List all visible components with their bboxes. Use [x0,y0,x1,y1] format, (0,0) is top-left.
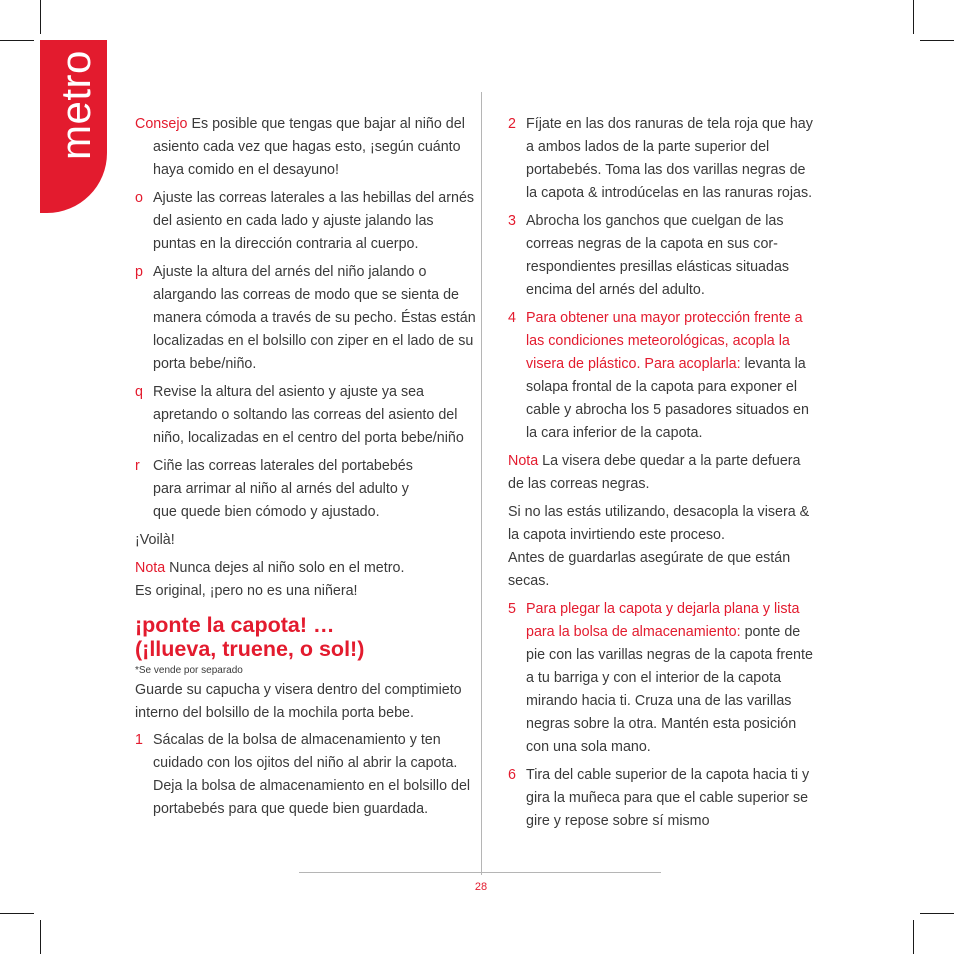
page-number: 28 [474,881,488,893]
step-text: levanta la solapa frontal de la capota para exponer el cable y abrocha los 5 pasadores situados en la cara inferior de la capota. [526,356,809,441]
body-text-line2: Antes de guardarlas asegúrate de que están secas. [508,550,791,589]
heading-line1: ¡ponte la capota! … [135,613,335,637]
crop-mark [0,913,34,914]
crop-mark [913,0,914,34]
step-number: 6 [508,767,516,783]
section-tab-label: metro [52,50,99,160]
step-item [508,210,818,302]
step-highlight-text: Para obtener una mayor protección frente a las condiciones meteorológicas, acopla la visera de plástico. Para acoplarla: [526,310,803,372]
crop-mark [913,920,914,954]
step-text: Fíjate en las dos ranuras de tela roja que hay a ambos lados de la parte superior del portabebés. Toma las dos varillas negras de la capota & introdúcelas en las ranuras rojas. [526,116,813,201]
crop-mark [920,40,954,41]
body-text-line1: Si no las estás utilizando, desacopla la visera & la capota invirtiendo este proceso. [508,504,810,543]
list-item-text: Ciñe las correas laterales del portabebés para arrimar al niño al arnés del adulto y que quede bien cómodo y ajustado. [153,458,413,520]
list-marker: r [135,458,140,474]
crop-mark [40,920,41,954]
right-column [508,113,818,838]
note-label: Nota [135,560,166,576]
column-divider [481,92,482,875]
list-marker: o [135,190,143,206]
list-item-text: Ajuste las correas laterales a las hebillas del arnés del asiento en cada lado y ajuste jalando las puntas en la dirección contraria al cuerpo. [153,190,475,252]
note-paragraph [508,450,818,496]
tip-paragraph [135,113,480,182]
step-item [508,307,818,445]
list-item [135,381,480,450]
sold-separately-note: *Se vende por separado [135,665,243,676]
note-text-line2: Es original, ¡pero no es una niñera! [135,583,358,599]
voila-text: ¡Voilà! [135,532,175,548]
list-marker: p [135,264,143,280]
list-item [135,455,480,524]
step-text: Abrocha los ganchos que cuelgan de las correas negras de la capota en sus cor- respondientes presillas elásticas situadas encima del arnés del adulto. [526,213,790,298]
heading-line2: (¡llueva, truene, o sol!) [135,637,365,661]
tip-label: Consejo [135,116,188,132]
list-item-text: Ajuste la altura del arnés del niño jalando o alargando las correas de modo que se sienta de manera cómoda a través de su pecho. Éstas están localizadas en el bolsillo con ziper en el lado de su porta bebe/niño. [153,264,476,372]
list-item [135,261,480,376]
footer-divider [299,872,661,873]
note-text: Nunca dejes al niño solo en el metro. [165,560,405,576]
step-number: 2 [508,116,516,132]
step-number: 3 [508,213,516,229]
crop-mark [0,40,34,41]
note-text: La visera debe quedar a la parte defuera de las correas negras. [508,453,801,492]
tip-text: Es posible que tengas que bajar al niño del asiento cada vez que hagas esto, ¡según cuánto haya comido en el desayuno! [153,116,465,178]
crop-mark [40,0,41,34]
note-paragraph [135,557,480,603]
note-label: Nota [508,453,539,469]
step-text: Sácalas de la bolsa de almacenamiento y ten cuidado con los ojitos del niño al abrir la capota. Deja la bolsa de almacenamiento en el bolsillo del portabebés para que quede bien guardada. [153,732,471,817]
list-marker: q [135,384,143,400]
list-item-text: Revise la altura del asiento y ajuste ya sea apretando o soltando las correas del asiento del niño, localizadas en el centro del porta bebe/niño [153,384,464,446]
crop-mark [920,913,954,914]
step-number: 5 [508,601,516,617]
step-item [508,764,818,833]
step-item [508,113,818,205]
list-item [135,187,480,256]
step-highlight-text: Para plegar la capota y dejarla plana y lista para la bolsa de almacenamiento: [526,601,800,640]
step-text: ponte de pie con las varillas negras de la capota frente a tu barriga y con el interior de la capota mirando hacia ti. Cruza una de las varillas negras sobre la otra. Mantén esta posición con una sola mano. [526,624,813,755]
step-number: 1 [135,732,143,748]
step-number: 4 [508,310,516,326]
step-text: Tira del cable superior de la capota hacia ti y gira la muñeca para que el cable superior se gire y repose sobre sí mismo [526,767,810,829]
intro-paragraph: Guarde su capucha y visera dentro del comptimieto interno del bolsillo de la mochila porta bebe. [135,682,462,721]
left-column [135,113,480,826]
step-item [135,729,480,821]
step-item [508,598,818,759]
body-paragraph [508,501,818,593]
section-heading [135,613,480,661]
